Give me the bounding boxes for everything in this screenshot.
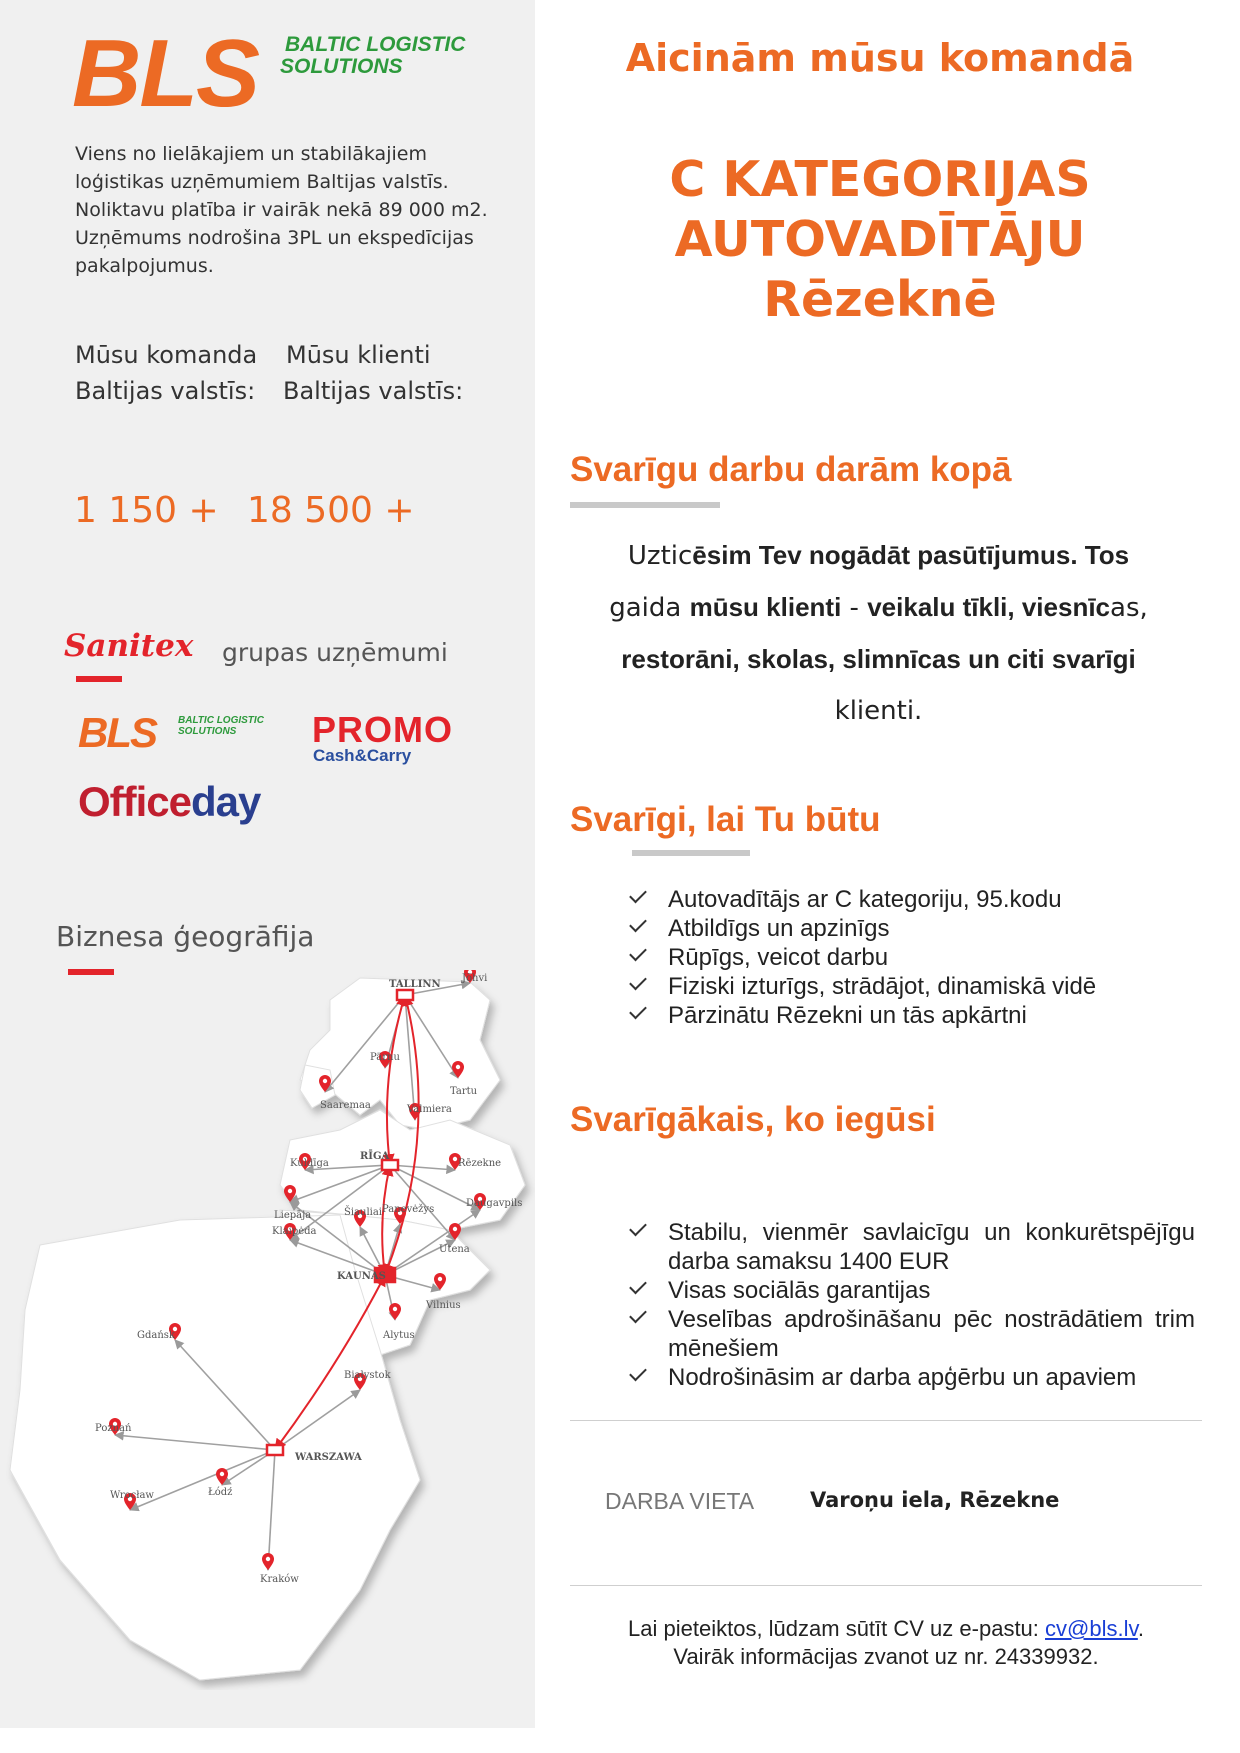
check-icon	[629, 1306, 647, 1324]
map-pin-dot	[266, 1557, 270, 1561]
section-heading-together: Svarīgu darbu darām kopā	[570, 450, 1012, 489]
phone-line: Vairāk informācijas zvanot uz nr. 24339932.	[673, 1644, 1099, 1669]
stat-clients-value: 18 500 +	[247, 490, 415, 531]
bls-logo-tagline: BALTIC LOGISTIC SOLUTIONS	[280, 33, 466, 79]
map-city-label: Vilnius	[426, 1300, 461, 1311]
map-pin-dot	[220, 1472, 224, 1476]
map-city-label: Alytus	[383, 1330, 415, 1341]
map-city-label: Pärnu	[370, 1052, 400, 1063]
check-icon	[629, 886, 647, 904]
job-invite: Aicinām mūsu komandā	[625, 36, 1135, 80]
check-icon	[629, 1364, 647, 1382]
map-city-label: Białystok	[344, 1370, 391, 1381]
map-pin-dot	[438, 1277, 442, 1281]
bls-logo	[72, 20, 258, 127]
list-item: Nodrošināsim ar darba apģērbu un apaviem	[630, 1363, 1195, 1392]
map-city-label: Šiauliai	[344, 1207, 383, 1218]
map-city-label: KAUNAS	[337, 1271, 386, 1282]
list-item: Visas sociālās garantijas	[630, 1276, 1195, 1305]
divider	[570, 1585, 1202, 1586]
job-title-line-1: C KATEGORIJAS	[669, 151, 1091, 208]
section-heading-benefits: Svarīgākais, ko iegūsi	[570, 1100, 936, 1139]
map-city-label: Poznań	[95, 1423, 132, 1434]
list-item: Atbildīgs un apzinīgs	[630, 914, 1195, 943]
group-label: grupas uzņēmumi	[222, 638, 448, 667]
brand-promo-sub: Cash&Carry	[313, 746, 412, 765]
map-hub-icon	[267, 1445, 283, 1455]
map-city-label: Panevėžys	[382, 1204, 435, 1215]
list-item: Rūpīgs, veicot darbu	[630, 943, 1195, 972]
map-city-label: Utena	[439, 1244, 470, 1255]
map-city-label: Jõhvi	[462, 973, 488, 984]
divider	[570, 1420, 1202, 1421]
sanitex-logo: Sanitex	[64, 628, 194, 664]
map-city-label: Łódź	[208, 1487, 233, 1498]
map-city-label: Liepāja	[274, 1210, 312, 1221]
job-title-line-3: Rēzeknē	[763, 271, 997, 328]
geo-title: Biznesa ģeogrāfija	[56, 920, 315, 953]
map-pin-dot	[323, 1079, 327, 1083]
map-city-label: RĪGA	[360, 1151, 390, 1162]
check-icon	[629, 1002, 647, 1020]
map-city-label: Wrocław	[110, 1490, 154, 1501]
stat-team-label: Mūsu komanda Baltijas valstīs:	[75, 341, 258, 405]
company-intro: Viens no lielākajiem un stabilākajiem loģistikas uzņēmumiem Baltijas valstīs. Noliktavu platība ir vairāk nekā 89 000 m2. Uzņēmums nodrošina 3PL un ekspedīcijas pakalpojumus.	[75, 143, 488, 277]
section-heading-requirements: Svarīgi, lai Tu būtu	[570, 800, 881, 839]
list-item: Veselības apdrošināšanu pēc nostrādātiem trim mēnešiem	[630, 1305, 1195, 1363]
map-city-label: Gdańsk	[137, 1330, 175, 1341]
list-item: Pārzinātu Rēzekni un tās apkārtni	[630, 1001, 1195, 1030]
check-icon	[629, 973, 647, 991]
list-item: Stabilu, vienmēr savlaicīgu un konkurētspējīgu darba samaksu 1400 EUR	[630, 1218, 1195, 1276]
map-city-label: Klaipėda	[272, 1226, 317, 1237]
list-item: Fiziski izturīgs, strādājot, dinamiskā vidē	[630, 972, 1195, 1001]
requirements-list	[630, 885, 1195, 1030]
workplace-value: Varoņu iela, Rēzekne	[810, 1488, 1060, 1512]
stat-team-value: 1 150 +	[74, 490, 219, 531]
list-item: Autovadītājs ar C kategoriju, 95.kodu	[630, 885, 1195, 914]
job-title-line-2: AUTOVADĪTĀJU	[674, 211, 1086, 268]
check-icon	[629, 1219, 647, 1237]
check-icon	[629, 915, 647, 933]
baltic-map	[0, 970, 535, 1690]
map-pin-dot	[453, 1227, 457, 1231]
map-city-label: Daugavpils	[466, 1198, 523, 1209]
email-link[interactable]: cv@bls.lv	[1045, 1616, 1138, 1641]
job-title	[560, 150, 1200, 330]
bls-logo-letters: BLS	[72, 20, 258, 127]
footer-contact: Lai pieteiktos, lūdzam sūtīt CV uz e-pastu: cv@bls.lv. Vairāk informācijas zvanot uz nr. 24339932.	[570, 1615, 1202, 1671]
map-city-label: Kraków	[260, 1574, 299, 1585]
map-city-label: Saaremaa	[320, 1100, 371, 1111]
brand-officeday-logo: Officeday	[78, 778, 261, 825]
section-together-text: Uzticēsim Tev nogādāt pasūtījumus. Tos gaida mūsu klienti - veikalu tīkli, viesnīcas, restorāni, skolas, slimnīcas un citi svarīgi klienti.	[609, 540, 1148, 726]
map-hub-icon	[397, 990, 413, 1000]
map-city-label: Kuldīga	[290, 1158, 329, 1169]
section-underline	[570, 502, 720, 508]
map-poland	[10, 1215, 420, 1680]
brand-bls-logo: BLS	[78, 709, 156, 756]
group-accent-bar	[76, 676, 122, 682]
section-underline	[632, 850, 750, 856]
map-city-label: Valmiera	[407, 1104, 452, 1115]
map-city-label: TALLINN	[389, 979, 441, 990]
benefits-list	[630, 1218, 1195, 1392]
check-icon	[629, 944, 647, 962]
stat-clients-label: Mūsu klienti Baltijas valstīs:	[283, 341, 464, 405]
map-pin-dot	[456, 1065, 460, 1069]
map-city-label: WARSZAWA	[295, 1452, 362, 1463]
map-pin-dot	[288, 1189, 292, 1193]
map-city-label: Rēzekne	[458, 1158, 502, 1169]
brand-bls-tagline: BALTIC LOGISTIC SOLUTIONS	[178, 715, 264, 737]
brand-promo-logo: PROMO	[312, 709, 454, 750]
check-icon	[629, 1277, 647, 1295]
workplace-label: DARBA VIETA	[605, 1488, 755, 1514]
map-pin-dot	[453, 1157, 457, 1161]
map-city-label: Tartu	[450, 1086, 478, 1097]
map-pin-dot	[393, 1307, 397, 1311]
